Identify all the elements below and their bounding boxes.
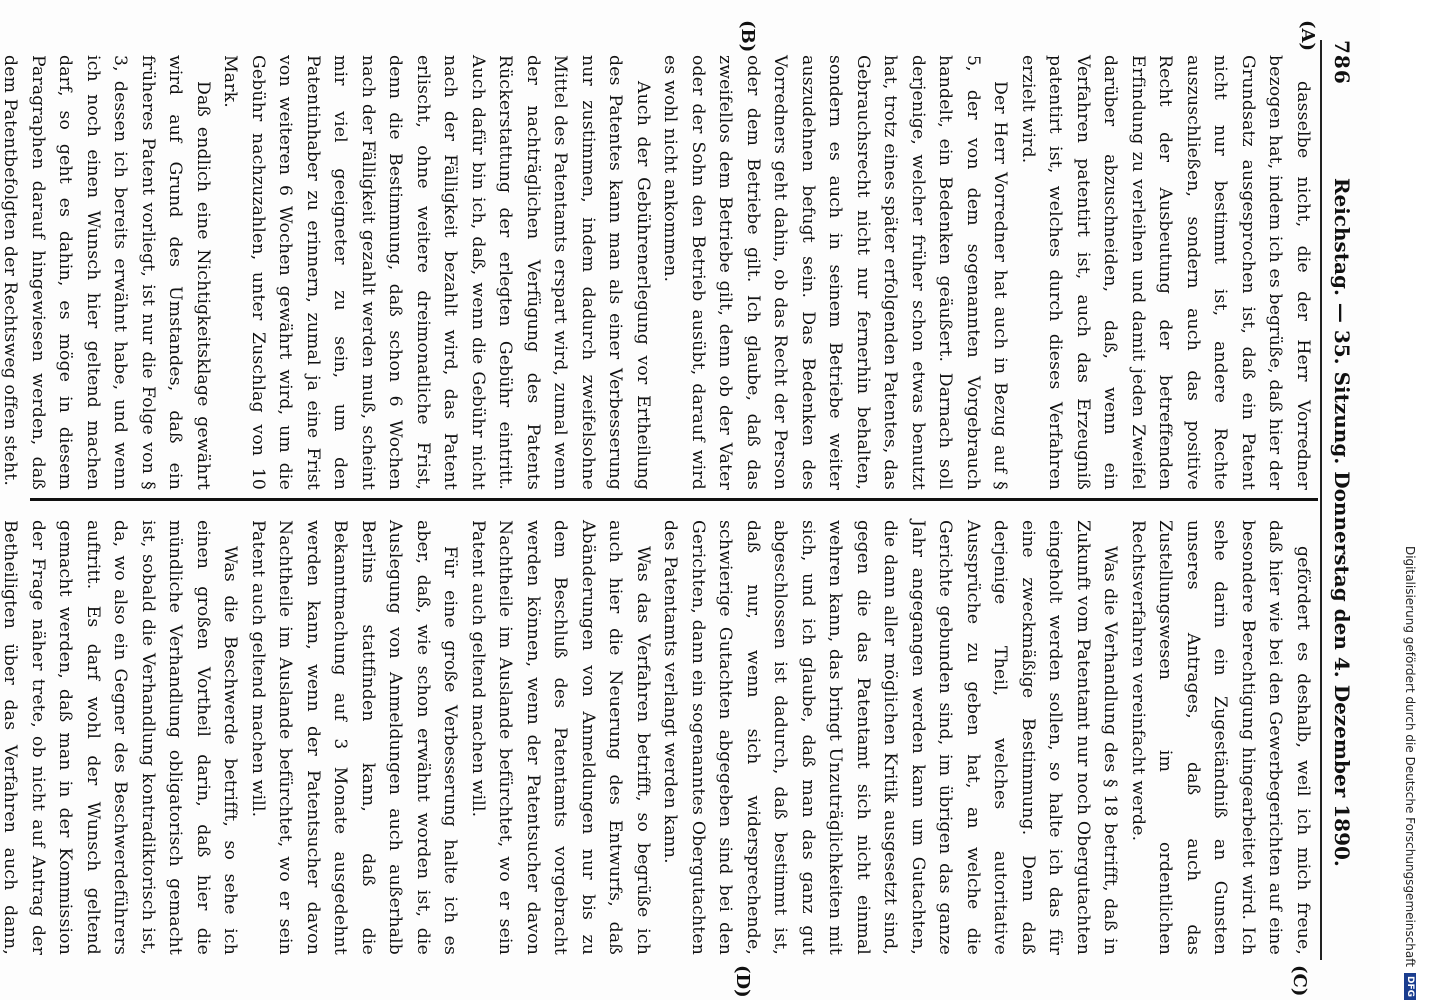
paragraph: Was die Beschwerde betrifft, so sehe ich einen großen Vortheil darin, daß hier die mündliche Verhandlung obligatorisch gemacht ist, sobald die Verhandlung kontradiktorisch ist, da, wo also ein Gegner des Beschwerdeführers auftritt. Es darf wohl der Wunsch geltend gemacht werden, daß man in der Kommission der Frage näher trete, ob nicht auf Antrag der Betheiligten über das Verfahren auch dann,: [0, 520, 241, 955]
paragraph: Daß endlich eine Nichtigkeitsklage gewährt wird auf Grund des Umstandes, daß ein früheres Patent vorliegt, ist nur die Folge von § 3, dessen ich bereits erwähnt habe, und wenn ich noch einen Wunsch hier geltend machen darf, so geht es dahin, es möge in diesem Paragraphen darauf hingewiesen werden, daß dem Patentbefolgten der Rechtsweg offen steht.: [0, 55, 213, 490]
paragraph: gefördert es deshalb, weil ich mich freue, daß hier wie bei den Gewerbegerichten auf eine besondere Berechtigung hingearbeitet wird. Ich sehe darin ein Zugeständniß an Gunsten unseres Antrages, daß auch das Zustellungswesen im ordentlichen Rechtsverfahren vereinfacht werde.: [1128, 520, 1313, 955]
page-header: [1320, 40, 1362, 960]
margin-marker-c: (C): [1289, 965, 1310, 997]
dfg-logo: DFG: [1404, 973, 1416, 1000]
margin-marker-b: (B): [737, 20, 758, 53]
margin-marker-a: (A): [1297, 20, 1318, 51]
session-title: Reichstag. — 35. Sitzung. Donnerstag den 4. Dezember 1890.: [1330, 177, 1354, 867]
margin-marker-d: (D): [732, 965, 753, 998]
paragraph: dasselbe nicht, die der Herr Vorredner bezogen hat, indem ich es begrüße, daß hier der Grundsatz ausgesprochen ist, daß ein Patent nicht nur bestimmt ist, andere Rechte auszuschließen, sondern auch das positive Recht der Ausbeutung der betreffenden Erfindung zu verleihen und damit jeden Zweifel darüber abzuschneiden, daß, wenn ein Verfahren patentirt ist, auch das Erzeugniß patentirt ist, welches durch dieses Verfahren erzielt wird.: [1018, 55, 1313, 490]
page-number: 786: [1330, 40, 1354, 85]
left-column: [0, 55, 1316, 490]
paragraph: Was das Verfahren betrifft, so begrüße ich auch hier die Neuerung des Entwurfs, daß Abänderungen von Anmeldungen nur bis zu dem Beschluß des Patentamts vorgebracht werden können, wenn der Patentsucher davon Nachtheile im Auslande befürchtet, wo er sein Patent auch geltend machen will.: [468, 520, 653, 955]
paragraph: Für eine große Verbesserung halte ich es aber, daß, wie schon erwähnt worden ist, die Auslegung von Anmeldungen auch außerhalb Berlins stattfinden kann, daß die Bekanntmachung auf 3 Monate ausgedehnt werden kann, wenn der Patentsucher davon Nachtheile im Auslande befürchtet, wo er sein Patent auch geltend machen will.: [248, 520, 461, 955]
right-column: [0, 520, 1316, 955]
digitization-credit: [1395, 0, 1425, 1000]
credit-text: Digitalisierung gefördert durch die Deutsche Forschungsgemeinschaft: [1403, 545, 1417, 967]
paragraph: Der Herr Vorredner hat auch in Bezug auf § 5, der von dem sogenannten Vorgebrauch handelt, ein Bedenken geäußert. Darnach soll derjenige, welcher früher schon etwas benutzt hat, trotz eines später erfolgenden Patentes, das Gebrauchsrecht nicht nur fernerhin behalten, sondern es auch in seinem Betriebe weiter auszudehnen befugt sein. Das Bedenken des Vorredners geht dahin, ob das Recht der Person oder dem Betriebe gilt. Ich glaube, daß das zweifellos dem Betriebe gilt, denn ob der Vater oder der Sohn den Betrieb ausübt, darauf wird es wohl nicht ankommen.: [660, 55, 1011, 490]
column-divider: [30, 498, 1318, 501]
paragraph: Auch der Gebührenerlegung vor Ertheilung des Patentes kann man als einer Verbesserung nur zustimmen, indem dadurch zweifelsohne Mittel des Patentamts erspart wird, zumal wenn der nachträglichen Verfügung des Patents Rückerstattung der erlegten Gebühr eintritt. Auch dafür bin ich, daß, wenn die Gebühr nicht nach der Fälligkeit bezahlt wird, das Patent erlischt, ohne weitere dreimonatliche Frist, denn die Bestimmung, daß schon 6 Wochen nach der Fälligkeit gezahlt werden muß, scheint mir viel geeigneter zu sein, um den Patentinhaber zu erinnern, zumal ja eine Frist von weiteren 6 Wochen gewährt wird, um die Gebühr nachzuzahlen, unter Zuschlag von 10 Mark.: [220, 55, 653, 490]
paragraph: Was die Verhandlung des § 18 betrifft, daß in Zukunft vom Patentamt nur noch Obergutachten eingeholt werden sollen, so halte ich das für eine zweckmäßige Bestimmung. Denn daß derjenige Theil, welches autoritative Aussprüche zu geben hat, an welche die Gerichte gebunden sind, im übrigen das ganze Jahr angegangen werden kann um Gutachten, die dann aller möglichen Kritik ausgesetzt sind, gegen die das Patentamt sich nicht einmal wehren kann, das bringt Unzuträglichkeiten mit sich, und ich glaube, daß man das ganz gut abgeschlossen ist dadurch, daß bestimmt ist, daß nur, wenn sich widersprechende, schwierige Gutachten abgegeben sind bei den Gerichten, dann ein sogenanntes Obergutachten des Patentamts verlangt werden kann.: [660, 520, 1121, 955]
